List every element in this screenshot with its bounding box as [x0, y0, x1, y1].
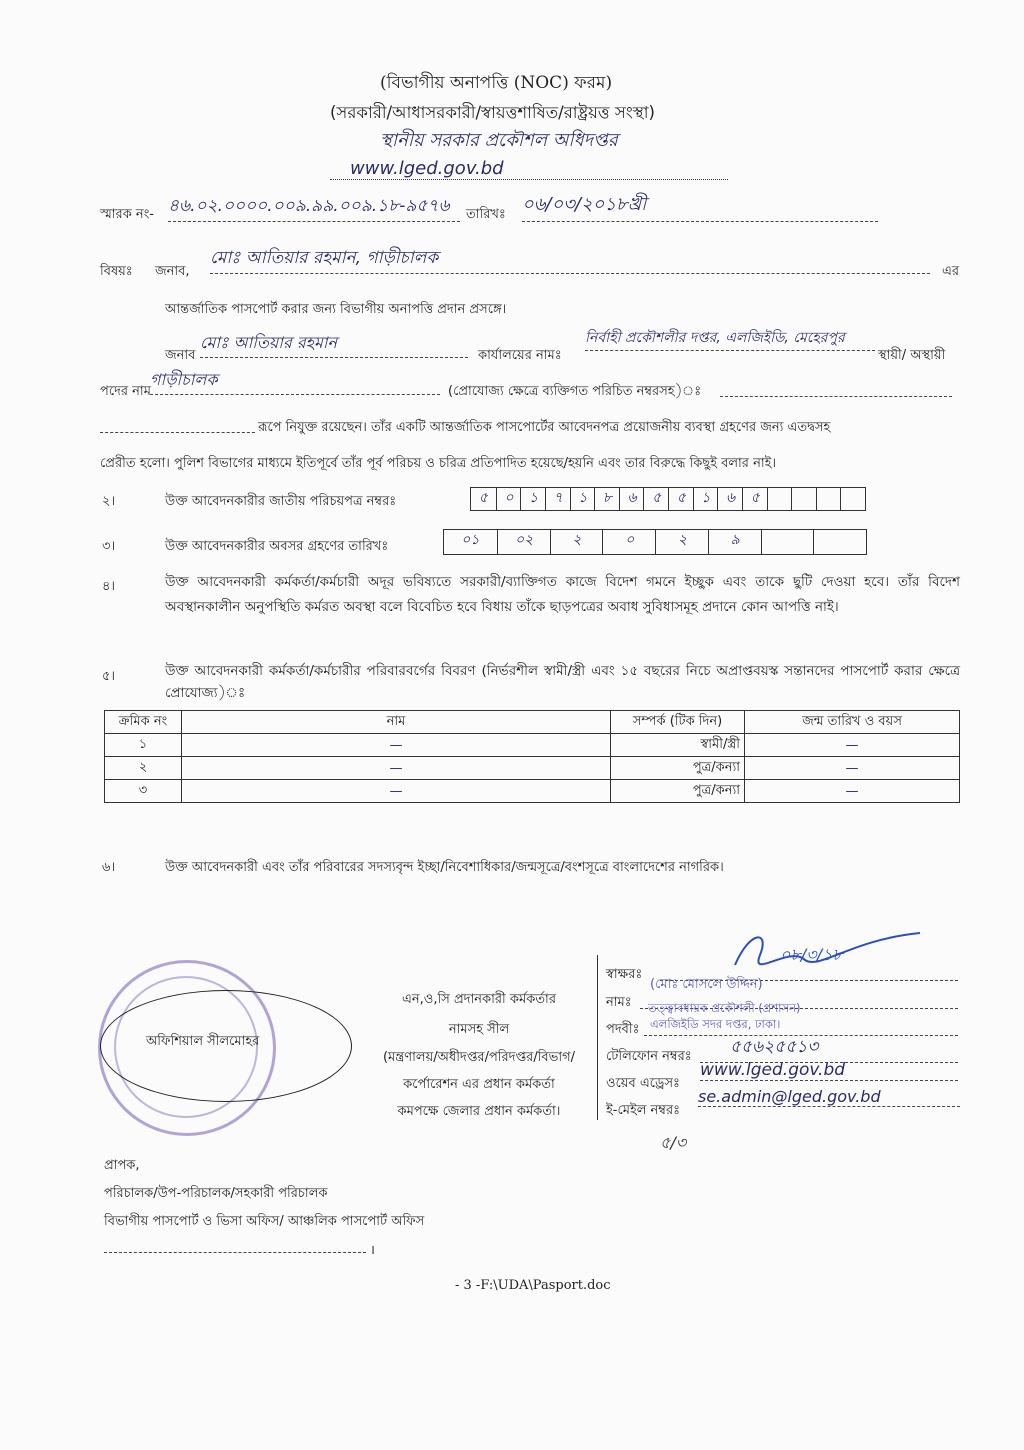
- item-6-number: ৬।: [102, 860, 116, 875]
- row-name: —: [182, 757, 611, 780]
- signature-date: ০৮/৩/১৮: [780, 945, 843, 964]
- retire-digit-cell: ২: [655, 530, 709, 554]
- row-name: —: [182, 780, 611, 803]
- item-4-number: ৪।: [102, 579, 116, 594]
- web-value: www.lged.gov.bd: [700, 1060, 958, 1081]
- nid-digit-cell: [767, 488, 793, 510]
- nid-digit-cell: [816, 488, 842, 510]
- email-value: se.admin@lged.gov.bd: [698, 1087, 960, 1107]
- phone-value: ৫৫৬২৫৫১৩: [700, 1034, 958, 1063]
- id-blank: [720, 382, 952, 397]
- retire-label: উক্ত আবেদনকারীর অবসর গ্রহণের তারিখঃ: [165, 539, 389, 554]
- retire-digit-cell: ০: [602, 530, 656, 554]
- office-stamp: এলজিইডি সদর দপ্তর, ঢাকা।: [650, 1017, 781, 1031]
- officer-title-3: (মন্ত্রণালয়/অধীদপ্তর/পরিদপ্তর/বিভাগ/: [382, 1050, 576, 1065]
- nid-digit-cell: ৫: [668, 488, 694, 510]
- body-janab: জনাব: [165, 348, 196, 363]
- signature-scribble-icon: [730, 925, 930, 975]
- nid-digit-cell: ০: [496, 488, 522, 510]
- retire-date-boxes: [443, 529, 867, 555]
- nid-digit-cell: ৭: [545, 488, 571, 510]
- website-handwritten: www.lged.gov.bd: [330, 158, 728, 180]
- recipient-line-2: বিভাগীয় পাসপোর্ট ও ভিসা অফিস/ আঞ্চলিক পাসপোর্ট অফিস: [104, 1214, 425, 1229]
- nid-digit-cell: ৬: [717, 488, 743, 510]
- item-4-text: উক্ত আবেদনকারী কর্মকর্তা/কর্মচারী অদূর ভবিষ্যতে সরকারী/ব্যাক্তিগত কাজে বিদেশ গমনে ইচ্ছুক এবং তাকে ছুটি দেওয়া হবে। তাঁর বিদেশ অবস্থানকালীন অনুপস্থিতি কর্মরত অবস্থা বলে বিবেচিত হবে বিধায় তাঁকে ছাড়পত্রের অবাধ সুবিধাসমূহ প্রদানে কোন আপত্তি নাই।: [165, 574, 960, 615]
- officer-title-5: কমপক্ষে জেলার প্রধান কর্মকর্তা।: [397, 1104, 561, 1119]
- id-label: (প্রোযোজ্য ক্ষেত্রে ব্যক্তিগত পরিচিত নম্বরসহ)ঃ: [448, 384, 702, 399]
- name-stamp: (মোঃ মোসলে উদ্দিন): [650, 977, 763, 992]
- table-row: [105, 757, 960, 780]
- recipient-label: প্রাপক,: [104, 1158, 140, 1173]
- table-row: [105, 734, 960, 757]
- row-dob: —: [745, 734, 960, 757]
- office-label: কার্যালয়ের নামঃ: [478, 348, 562, 363]
- email-label: ই-মেইল নম্বরঃ: [606, 1103, 681, 1118]
- subject-janab: জনাব,: [155, 264, 190, 279]
- footer-path: - 3 -F:\UDA\Pasport.doc: [455, 1278, 611, 1293]
- row-relation: স্বামী/স্ত্রী: [611, 734, 745, 757]
- officer-title-4: কর্পোরেশন এর প্রধান কর্মকর্তা: [403, 1077, 555, 1092]
- post-stamp: তত্ত্বাবধায়ক প্রকৌশলী (প্রশাসন): [648, 1001, 801, 1015]
- status: স্থায়ী/ অস্থায়ী: [878, 348, 946, 363]
- retire-digit-cell: ০১: [461, 532, 480, 548]
- date-label: তারিখঃ: [466, 207, 506, 222]
- sign-label: স্বাক্ষরঃ: [606, 967, 643, 982]
- org-types: (সরকারী/আধাসরকারী/স্বায়ত্তশাষিত/রাষ্ট্রয়ত্ত সংস্থা): [330, 103, 655, 122]
- row-relation: পুত্র/কন্যা: [611, 780, 745, 803]
- name-label: নামঃ: [606, 995, 632, 1010]
- row-relation: পুত্র/কন্যা: [611, 757, 745, 780]
- retire-digit-cell: ২: [550, 530, 604, 554]
- org-name-handwritten: স্থানীয় সরকার প্রকৌশল অধিদপ্তর: [380, 130, 618, 151]
- row-serial: ১: [105, 734, 182, 757]
- appointed-blank: [100, 418, 255, 433]
- nid-digit-cell: ৬: [619, 488, 645, 510]
- subject-line2: আন্তর্জাতিক পাসপোর্ট করার জন্য বিভাগীয় অনাপত্তি প্রদান প্রসঙ্গে।: [165, 302, 507, 317]
- item-2-number: ২।: [102, 494, 116, 509]
- col-name: নাম: [182, 711, 611, 734]
- item-5-number: ৫।: [102, 669, 116, 684]
- nid-digit-cell: [791, 488, 817, 510]
- row-name: —: [182, 734, 611, 757]
- nid-digit-cell: ১: [693, 488, 719, 510]
- person-name: মোঃ আতিয়ার রহমান: [200, 330, 468, 358]
- row-dob: —: [745, 780, 960, 803]
- initial-handwritten: ৫/৩: [660, 1133, 687, 1152]
- nid-digit-cell: [840, 488, 866, 510]
- row-dob: —: [745, 757, 960, 780]
- subject-name: মোঃ আতিয়ার রহমান, গাড়ীচালক: [210, 245, 930, 274]
- phone-label: টেলিফোন নম্বরঃ: [606, 1049, 692, 1064]
- signature-divider: [597, 955, 598, 1120]
- web-label: ওয়েব এড্রেসঃ: [606, 1076, 680, 1091]
- nid-digit-cell: ৫: [478, 490, 488, 506]
- officer-title-2: নামসহ সীল: [448, 1022, 510, 1037]
- appointed-text: রূপে নিযুক্ত রয়েছেন। তাঁর একটি আন্তর্জাতিক পাসপোর্টের আবেদনপত্র প্রয়োজনীয় ব্যবস্থা গ্রহণের জন্য এতদ্বসহ: [258, 420, 831, 435]
- retire-digit-cell: ০২: [497, 530, 551, 554]
- nid-digit-cell: ১: [520, 488, 546, 510]
- nid-boxes: [470, 487, 866, 511]
- subject-er: এর: [942, 264, 960, 279]
- recipient-line-end: ।: [370, 1243, 375, 1258]
- retire-digit-cell: ৯: [708, 530, 762, 554]
- table-row: [105, 780, 960, 803]
- officer-title-1: এন,ও,সি প্রদানকারী কর্মকর্তার: [402, 992, 556, 1007]
- item-6-text: উক্ত আবেদনকারী এবং তাঁর পরিবারের সদস্যবৃন্দ ইচ্ছা/নিবেশাধিকার/জন্মসূত্রে/বংশসূত্রে বাংলাদেশের নাগরিক।: [165, 860, 724, 875]
- subject-label: বিষয়ঃ: [100, 264, 133, 279]
- retire-digit-cell: [761, 530, 815, 554]
- row-serial: ৩: [105, 780, 182, 803]
- post-label-sign: পদবীঃ: [606, 1022, 640, 1037]
- family-table: [104, 710, 960, 803]
- official-seal-label: অফিশিয়াল সীলমোহর: [146, 1034, 260, 1049]
- police-text: প্রেরীত হলো। পুলিশ বিভাগের মাধ্যমে ইতিপূর্বে তাঁর পূর্ব পরিচয় ও চরিত্র প্রতিপাদিত হয়েছে/হয়নি এবং তার বিরুদ্ধে কিছুই বলার নাই।: [100, 456, 777, 471]
- col-relation: সম্পর্ক (টিক দিন): [611, 711, 745, 734]
- nid-digit-cell: ১: [570, 488, 596, 510]
- form-title: (বিভাগীয় অনাপত্তি (NOC) ফরম): [380, 73, 613, 93]
- recipient-line-3: [104, 1240, 366, 1253]
- nid-digit-cell: ৮: [594, 488, 620, 510]
- col-dob: জন্ম তারিখ ও বয়স: [745, 711, 960, 734]
- memo-label: স্মারক নং-: [100, 207, 154, 222]
- post-label: পদের নাম: [100, 384, 151, 399]
- recipient-line-1: পরিচালক/উপ-পরিচালক/সহকারী পরিচালক: [104, 1186, 328, 1201]
- col-serial: ক্রমিক নং: [105, 711, 182, 734]
- item-5-text: উক্ত আবেদনকারী কর্মকর্তা/কর্মচারীর পরিবারবর্গের বিবরণ (নির্ভরশীল স্বামী/স্ত্রী এবং ১৫ বছরের নিচে অপ্রাপ্তবয়স্ক সন্তানদের পাসপোর্ট করার ক্ষেত্রে প্রোযোজ্য)ঃ: [165, 663, 960, 701]
- item-3-number: ৩।: [102, 539, 116, 554]
- nid-digit-cell: ৫: [643, 488, 669, 510]
- nid-digit-cell: ৫: [742, 488, 768, 510]
- office-name: নির্বাহী প্রকৌশলীর দপ্তর, এলজিইডি, মেহেরপুর: [585, 326, 875, 351]
- nid-label: উক্ত আবেদনকারীর জাতীয় পরিচয়পত্র নম্বরঃ: [165, 494, 397, 509]
- retire-digit-cell: [813, 530, 867, 554]
- post-name: গাড়ীচালক: [150, 367, 440, 395]
- memo-date: ০৬/০৩/২০১৮খ্রী: [522, 190, 878, 222]
- row-serial: ২: [105, 757, 182, 780]
- memo-number: ৪৬.০২.০০০০.০০৯.৯৯.০০৯.১৮-৯৫৭৬: [168, 193, 460, 222]
